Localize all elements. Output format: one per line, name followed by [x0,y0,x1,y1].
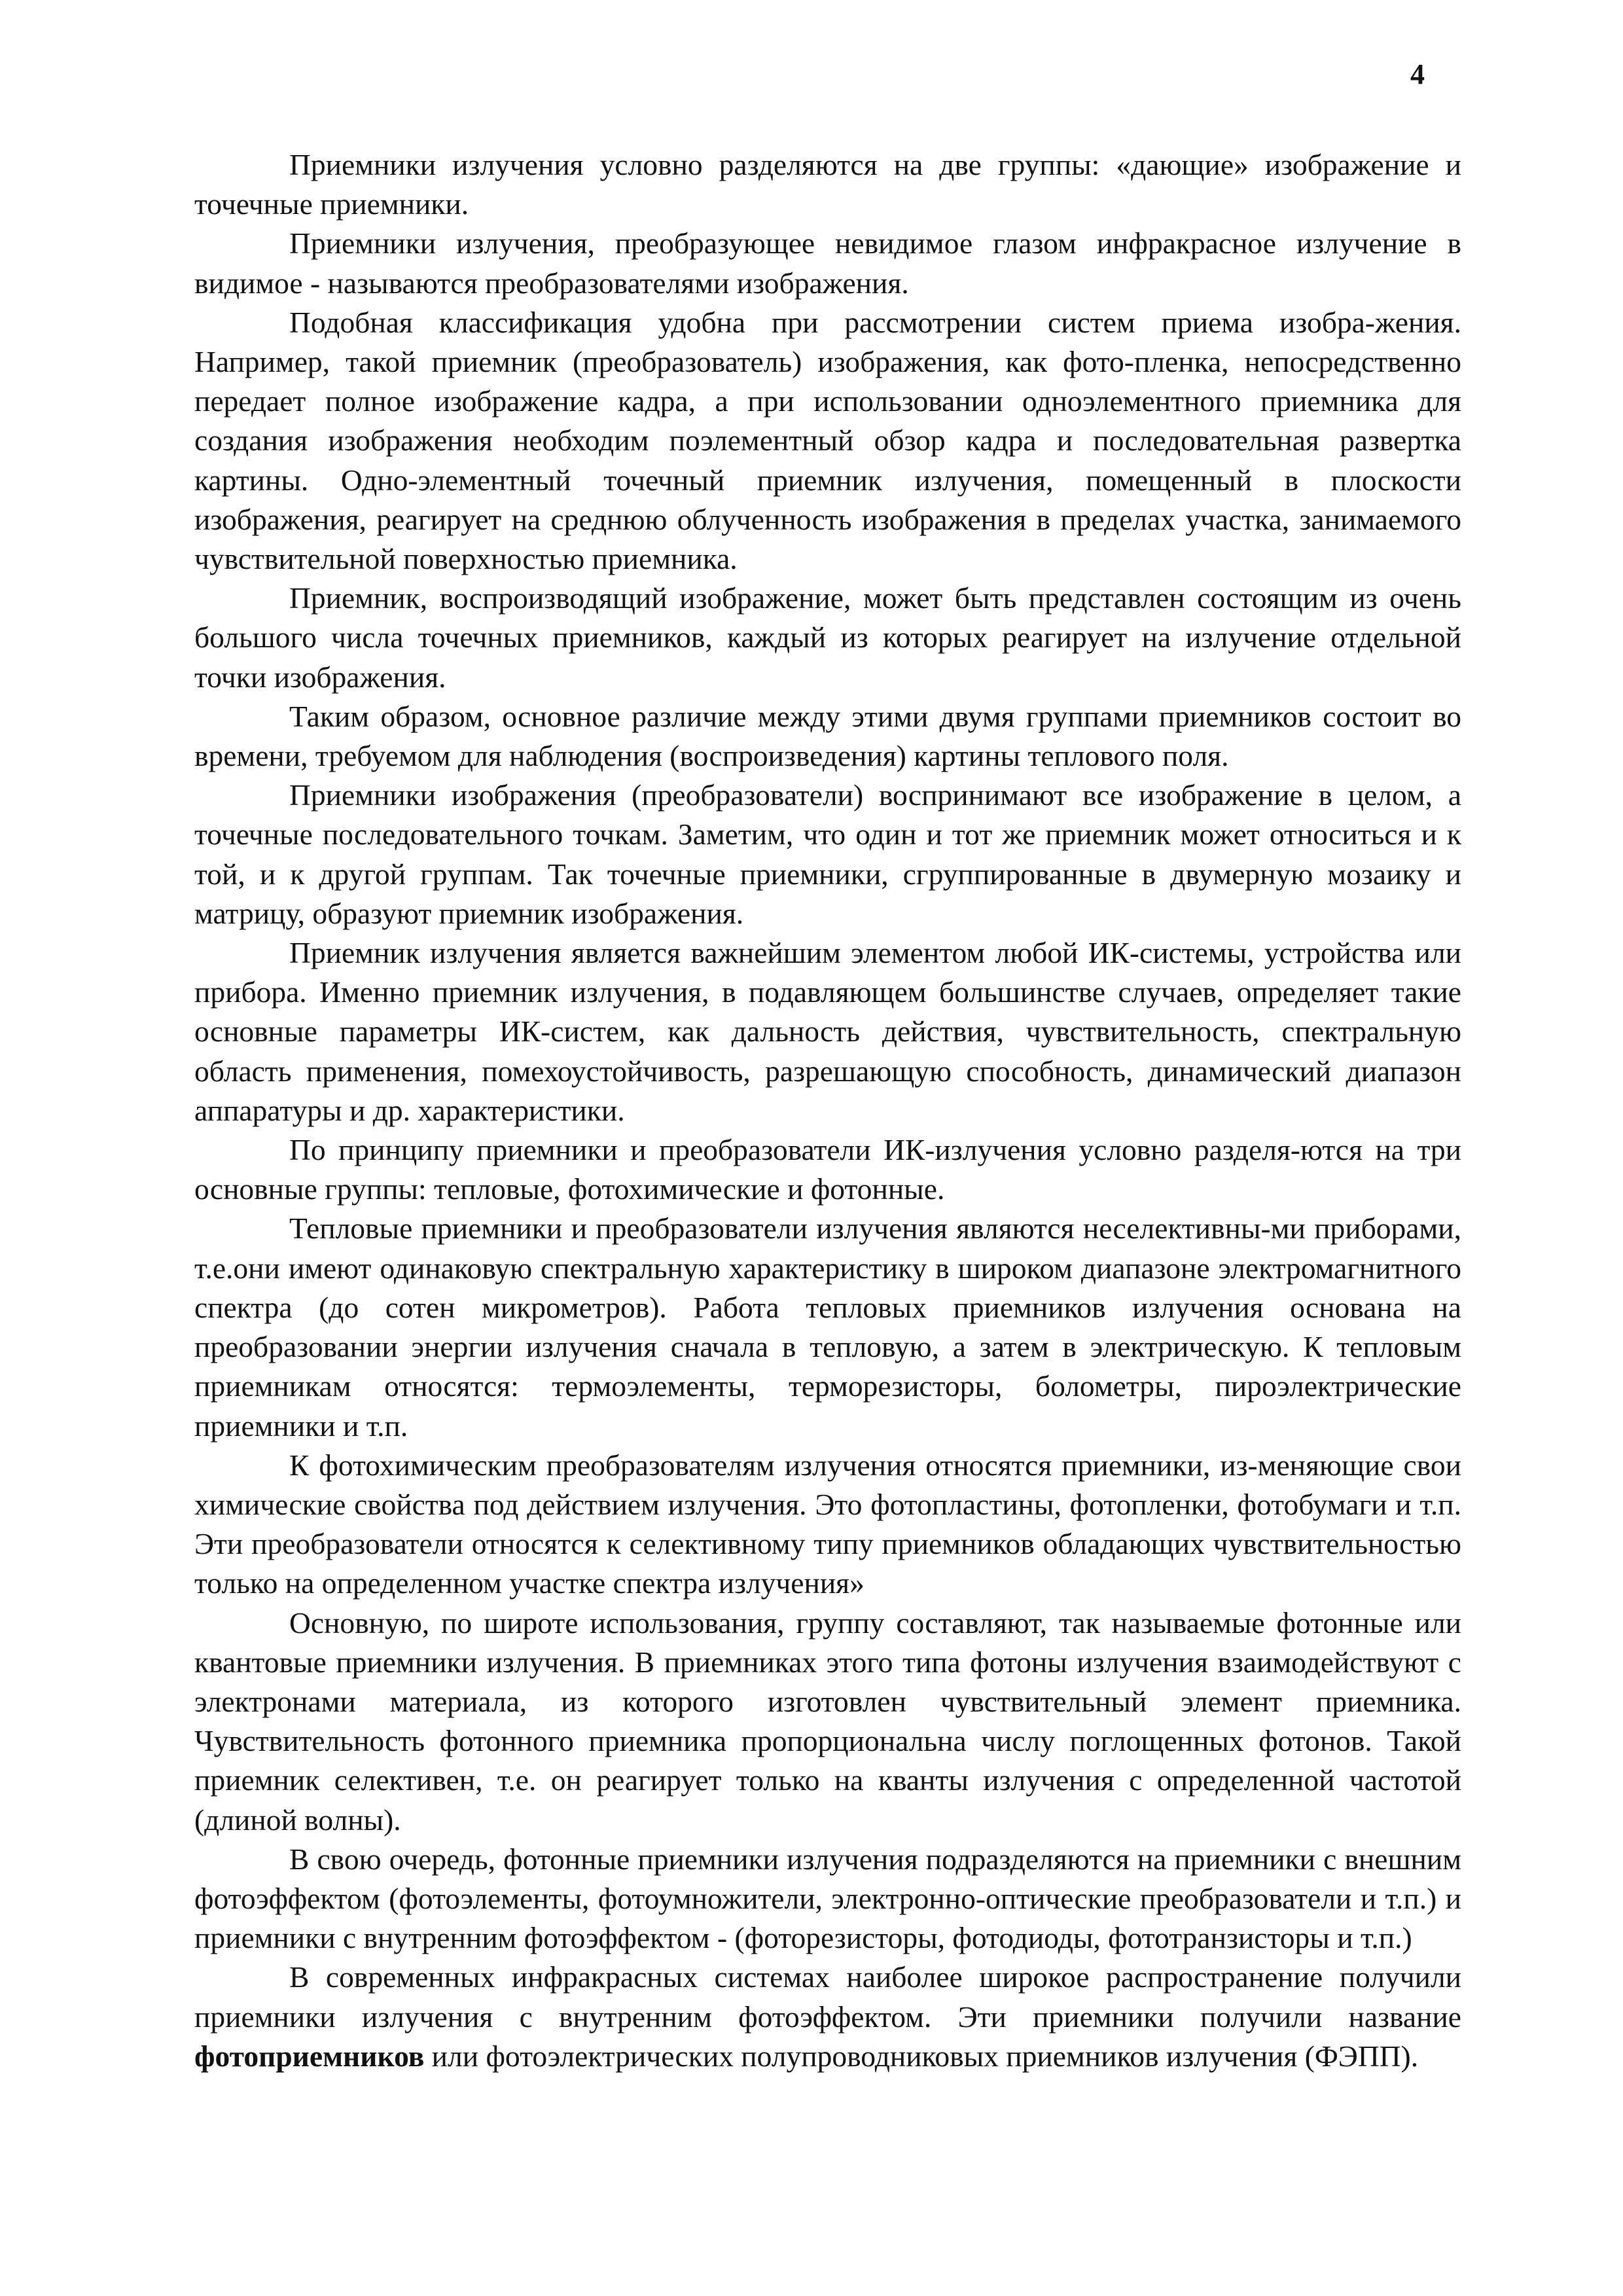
paragraph-13-end: или фотоэлектрических полупроводниковых приемников излучения (ФЭПП). [424,2039,1419,2073]
document-body [194,145,1461,2076]
paragraph-11: Основную, по широте использования, группу составляют, так называемые фотонные или квантовые приемники излучения. В приемниках этого типа фотоны излучения взаимодействуют с электронами материала, из которого изготовлен чувствительный элемент приемника. Чувствительность фотонного приемника пропорциональна числу поглощенных фотонов. Такой приемник селективен, т.е. он реагирует только на кванты излучения с определенной частотой (длиной волны). [194,1605,1461,1837]
paragraph-6: Приемники изображения (преобразователи) воспринимают все изображение в целом, а точечные последовательного точкам. Заметим, что один и тот же приемник может относиться и к той, и к другой группам. Так точечные приемники, сгруппированные в двумерную мозаику и матрицу, образуют приемник изображения. [194,778,1461,930]
paragraph-13-start: В современных инфракрасных системах наиболее широкое распространение получили приемники излучения с внутренним фотоэффектом. Эти приемники получили название [194,1960,1461,2034]
paragraph-3: Подобная классификация удобна при рассмотрении систем приема изобра-жения. Например, такой приемник (преобразователь) изображения, как фото-пленка, непосредственно передает полное изображение кадра, а при использовании одноэлементного приемника для создания изображения необходим поэлементный обзор кадра и последовательная развертка картины. Одно-элементный точечный приемник излучения, помещенный в плоскости изображения, реагирует на среднюю облученность изображения в пределах участка, занимаемого чувствительной поверхностью приемника. [194,305,1461,576]
bold-term: фотоприемников [194,2039,425,2073]
paragraph-10: К фотохимическим преобразователям излучения относятся приемники, из-меняющие свои химические свойства под действием излучения. Это фотопластины, фотопленки, фотобумаги и т.п. Эти преобразователи относятся к селективному типу приемников обладающих чувствительностью только на определенном участке спектра излучения» [194,1448,1461,1600]
paragraph-13 [194,1958,1461,2076]
paragraph-4: Приемник, воспроизводящий изображение, может быть представлен состоящим из очень большого числа точечных приемников, каждый из которых реагирует на излучение отдельной точки изображения. [194,581,1461,694]
page-number: 4 [1410,58,1425,90]
paragraph-1: Приемники излучения условно разделяются на две группы: «дающие» изображение и точечные приемники. [194,148,1461,221]
paragraph-9: Тепловые приемники и преобразователи излучения являются неселективны-ми приборами, т.е.они имеют одинаковую спектральную характеристику в широком диапазоне электромагнитного спектра (до сотен микрометров). Работа тепловых приемников излучения основана на преобразовании энергии излучения сначала в тепловую, а затем в электрическую. К тепловым приемникам относятся: термоэлементы, терморезисторы, болометры, пироэлектрические приемники и т.п. [194,1211,1461,1443]
paragraph-8: По принципу приемники и преобразователи ИК-излучения условно разделя-ются на три основные группы: тепловые, фотохимические и фотонные. [194,1133,1461,1206]
paragraph-7: Приемник излучения является важнейшим элементом любой ИК-системы, устройства или прибора. Именно приемник излучения, в подавляющем большинстве случаев, определяет такие основные параметры ИК-систем, как дальность действия, чувствительность, спектральную область применения, помехоустойчивость, разрешающую способность, динамический диапазон аппаратуры и др. характеристики. [194,936,1461,1127]
paragraph-12: В свою очередь, фотонные приемники излучения подразделяются на приемники с внешним фотоэффектом (фотоэлементы, фотоумножители, электронно-оптические преобразователи и т.п.) и приемники с внутренним фотоэффектом - (фоторезисторы, фотодиоды, фототранзисторы и т.п.) [194,1842,1461,1955]
paragraph-2: Приемники излучения, преобразующее невидимое глазом инфракрасное излучение в видимое - называются преобразователями изображения. [194,226,1461,300]
paragraph-5: Таким образом, основное различие между этими двумя группами приемников состоит во времени, требуемом для наблюдения (воспроизведения) картины теплового поля. [194,699,1461,773]
